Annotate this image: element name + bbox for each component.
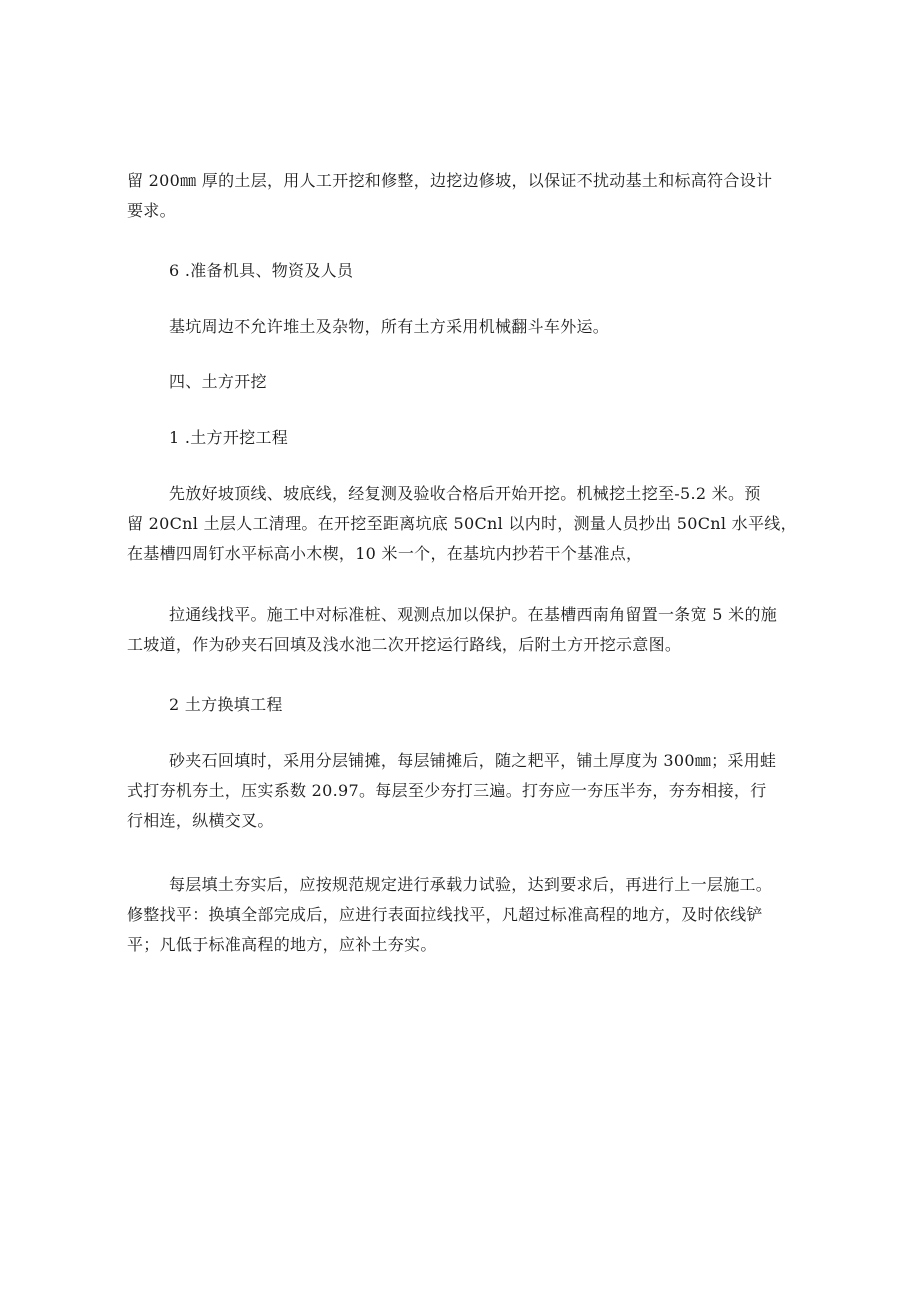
heading-excavation-works	[127, 423, 793, 453]
text-line: 基坑周边不允许堆土及杂物，所有土方采用机械翻斗车外运。	[169, 317, 610, 336]
text-line: 6 .准备机具、物资及人员	[169, 261, 354, 280]
text-line: 先放好坡顶线、坡底线，经复测及验收合格后开始开挖。机械挖土挖至-5.2 米。预	[169, 484, 761, 503]
text-line: 拉通线找平。施工中对标准桩、观测点加以保护。在基槽西南角留置一条宽 5 米的施	[169, 605, 778, 624]
paragraph-excavation-procedure	[127, 479, 797, 569]
text-line: 行相连，纵横交叉。	[127, 811, 274, 830]
heading-section-four	[127, 367, 793, 397]
paragraph-compaction-leveling	[127, 870, 793, 960]
text-line: 四、土方开挖	[169, 372, 267, 391]
text-line: 每层填土夯实后，应按规范规定进行承载力试验，达到要求后，再进行上一层施工。	[169, 875, 773, 894]
text-line: 要求。	[127, 201, 176, 220]
text-line: 留 20Cnl 土层人工清理。在开挖至距离坑底 50Cnl 以内时，测量人员抄出 50Cnl 水平线，	[127, 514, 797, 533]
text-line: 1 .土方开挖工程	[169, 428, 289, 447]
text-line: 2 土方换填工程	[169, 695, 283, 714]
paragraph-soil-layer-requirement	[127, 166, 793, 226]
text-line: 平；凡低于标准高程的地方，应补土夯实。	[127, 935, 437, 954]
heading-soil-replacement	[127, 690, 793, 720]
text-line: 砂夹石回填时，采用分层铺摊，每层铺摊后，随之耙平，铺土厚度为 300㎜；采用蛙	[169, 751, 777, 770]
text-line: 留 200㎜ 厚的土层，用人工开挖和修整，边挖边修坡，以保证不扰动基土和标高符合设计	[127, 171, 773, 190]
paragraph-pit-perimeter	[127, 312, 793, 342]
text-line: 工坡道，作为砂夹石回填及浅水池二次开挖运行路线，后附土方开挖示意图。	[127, 635, 682, 654]
text-line: 在基槽四周钉水平标高小木楔，10 米一个，在基坑内抄若干个基准点，	[127, 544, 643, 563]
paragraph-backfill-method	[127, 746, 793, 836]
text-line: 修整找平：换填全部完成后，应进行表面拉线找平，凡超过标准高程的地方，及时依线铲	[127, 905, 763, 924]
text-line: 式打夯机夯土，压实系数 20.97。每层至少夯打三遍。打夯应一夯压半夯，夯夯相接，行	[127, 781, 767, 800]
heading-prepare-equipment	[127, 256, 793, 286]
paragraph-leveling-ramp	[127, 600, 793, 660]
